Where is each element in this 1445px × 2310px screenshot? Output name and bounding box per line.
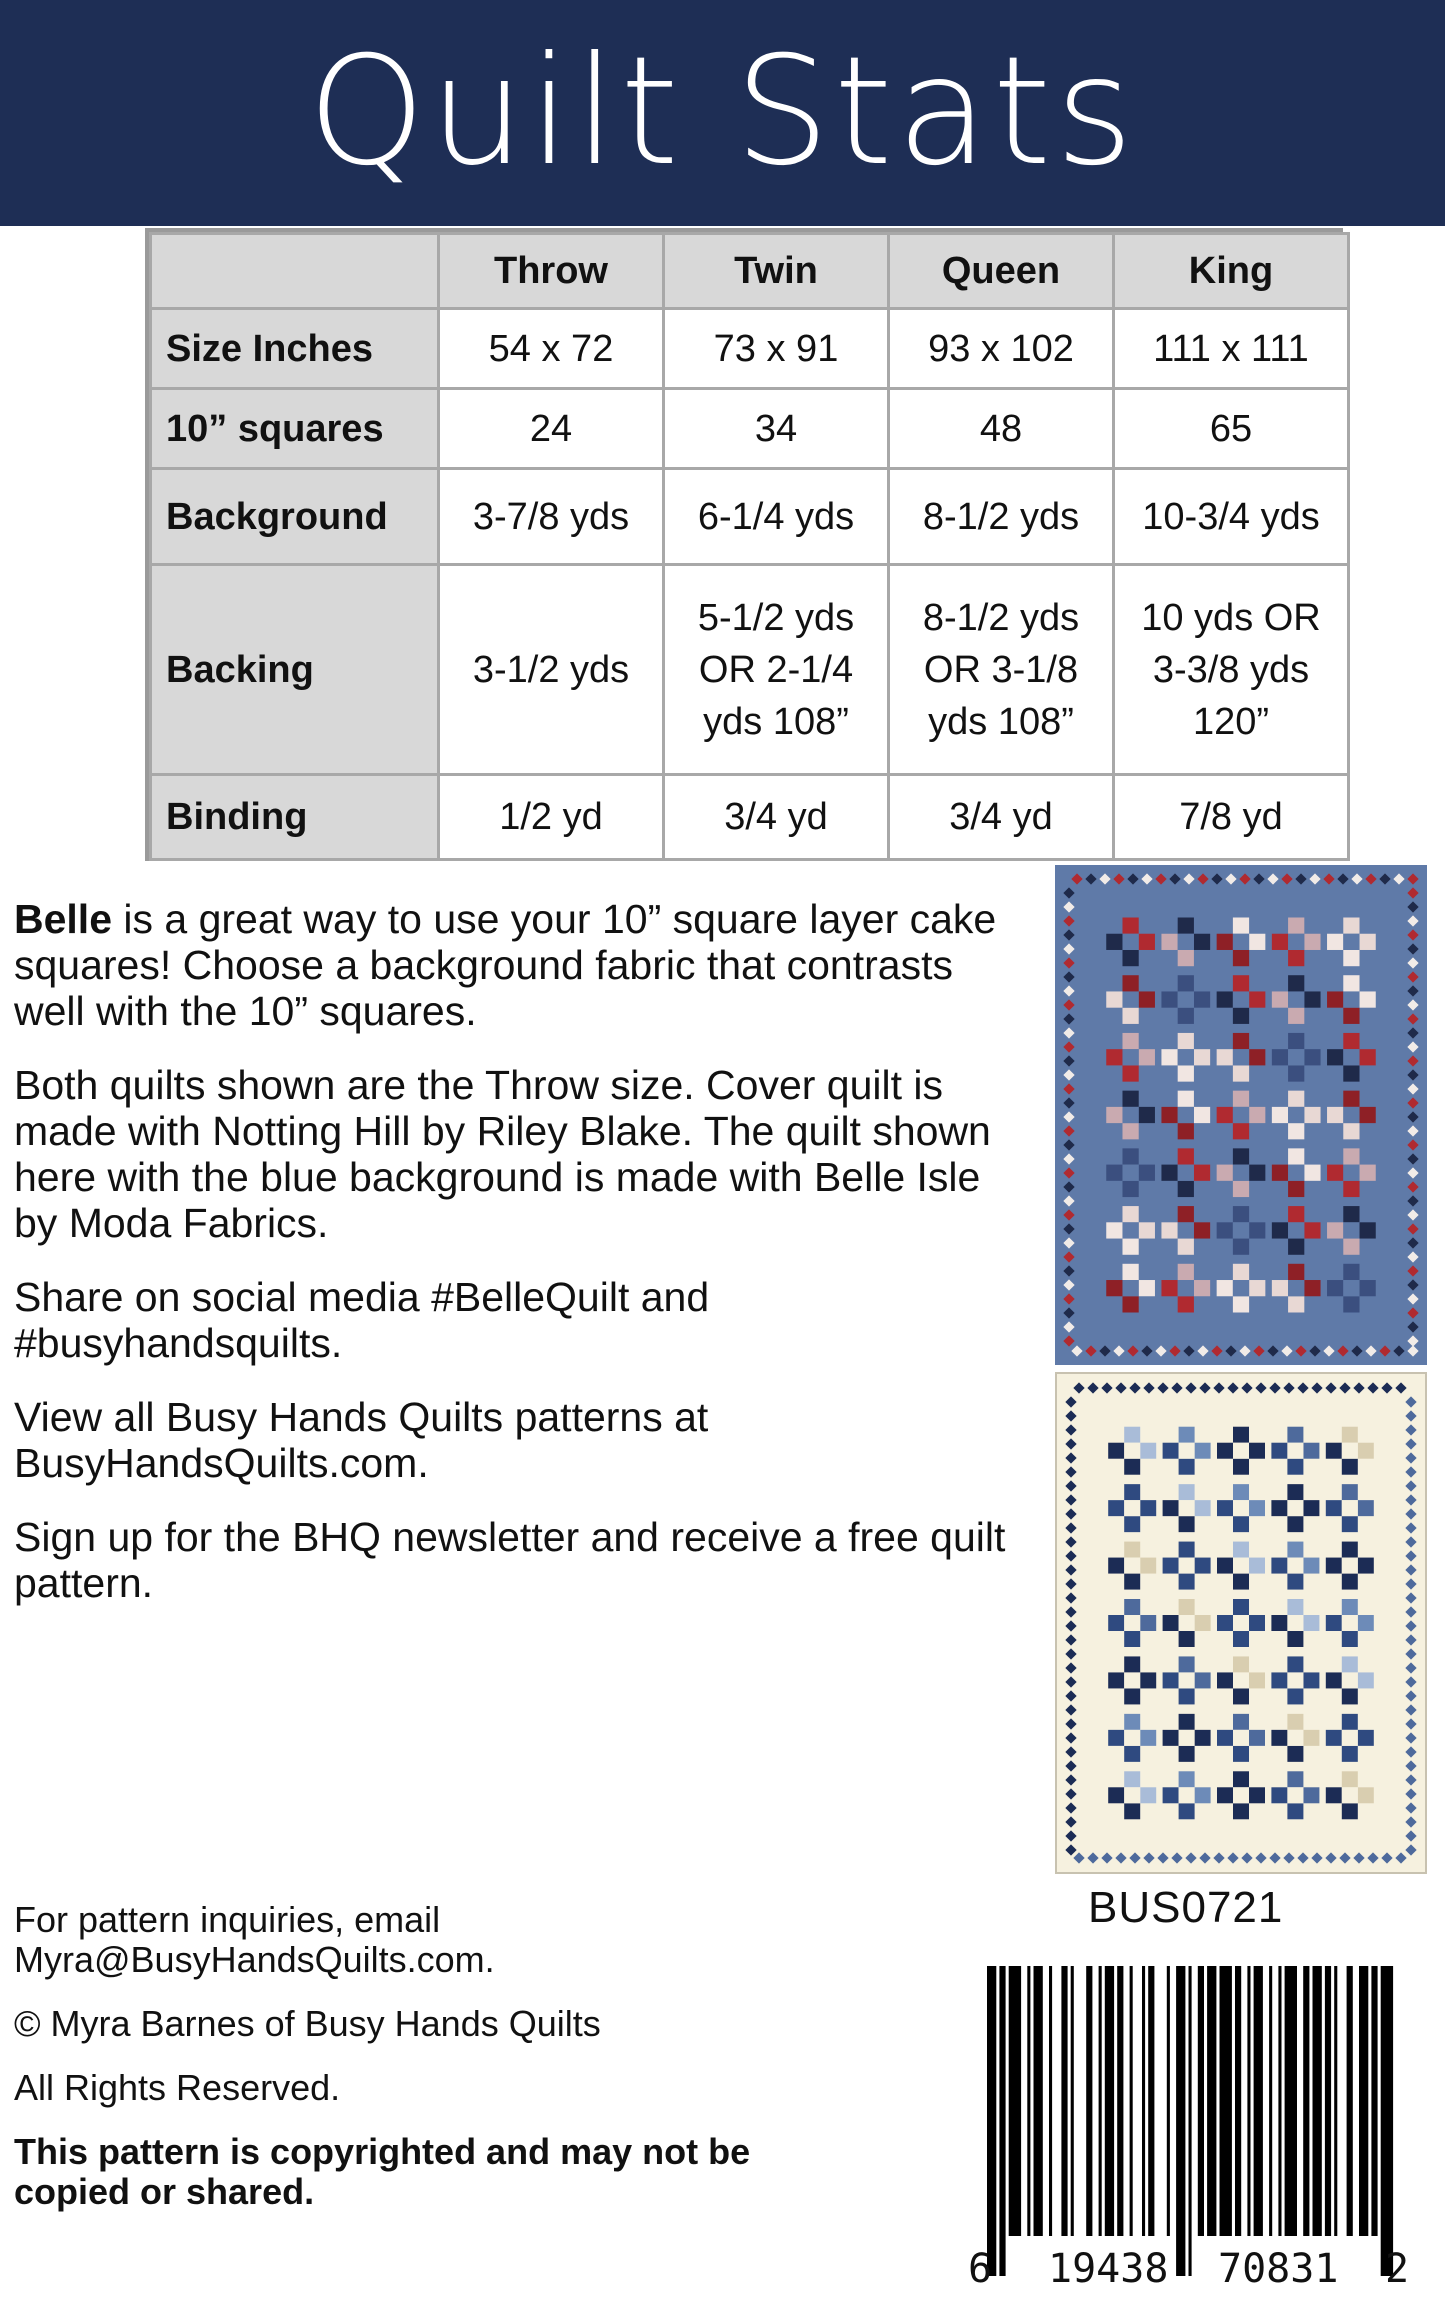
description-fabrics: Both quilts shown are the Throw size. Cover quilt is made with Notting Hill by Riley Blake. The quilt shown here with the blue background is made with Belle Isle by Moda Fabrics. [14, 1062, 991, 1246]
footer-info [14, 1900, 774, 2236]
barcode-bars [985, 1966, 1395, 2286]
barcode [985, 1966, 1395, 2286]
copyright-notice: This pattern is copyrighted and may not be copied or shared. [14, 2131, 751, 2212]
row-label-size: Size Inches [151, 309, 439, 389]
table-cell: 3-1/2 yds [439, 565, 664, 775]
table-cell: 7/8 yd [1114, 775, 1349, 860]
barcode-digits-group1: 19438 [1048, 2246, 1169, 2292]
table-cell: 3-7/8 yds [439, 469, 664, 565]
description-social: Share on social media #BelleQuilt and #busyhandsquilts. [14, 1274, 710, 1366]
pattern-description [14, 896, 1034, 1634]
table-cell: 93 x 102 [889, 309, 1114, 389]
table-cell: 5-1/2 yds OR 2-1/4 yds 108” [664, 565, 889, 775]
quilt-photo-cream [1055, 1372, 1427, 1874]
table-cell: 24 [439, 389, 664, 469]
description-intro-text: is a great way to use your 10” square layer cake squares! Choose a background fabric that contrasts well with the 10” squares. [14, 896, 997, 1034]
barcode-digits-group2: 70831 [1218, 2246, 1339, 2292]
column-header-twin: Twin [664, 234, 889, 309]
quilt-cream-image [1057, 1374, 1425, 1872]
description-website: View all Busy Hands Quilts patterns at BusyHandsQuilts.com. [14, 1394, 709, 1486]
table-cell: 65 [1114, 389, 1349, 469]
table-cell: 54 x 72 [439, 309, 664, 389]
rights-text: All Rights Reserved. [14, 2067, 341, 2108]
description-newsletter: Sign up for the BHQ newsletter and receive a free quilt pattern. [14, 1514, 1006, 1606]
table-cell: 34 [664, 389, 889, 469]
column-header-queen: Queen [889, 234, 1114, 309]
table-cell: 48 [889, 389, 1114, 469]
table-corner-cell [151, 234, 439, 309]
barcode-digit-right: 2 [1385, 2246, 1410, 2292]
table-row [151, 565, 1349, 775]
copyright-text: © Myra Barnes of Busy Hands Quilts [14, 2003, 601, 2044]
product-sku: BUS0721 [1088, 1883, 1284, 1932]
table-cell: 3/4 yd [664, 775, 889, 860]
table-cell: 1/2 yd [439, 775, 664, 860]
row-label-squares: 10” squares [151, 389, 439, 469]
table-cell: 8-1/2 yds OR 3-1/8 yds 108” [889, 565, 1114, 775]
column-header-throw: Throw [439, 234, 664, 309]
pattern-name: Belle [14, 896, 112, 942]
row-label-background: Background [151, 469, 439, 565]
table-row [151, 469, 1349, 565]
column-header-king: King [1114, 234, 1349, 309]
table-cell: 111 x 111 [1114, 309, 1349, 389]
table-cell: 73 x 91 [664, 309, 889, 389]
table-row [151, 309, 1349, 389]
row-label-backing: Backing [151, 565, 439, 775]
table-cell: 10 yds OR 3-3/8 yds 120” [1114, 565, 1349, 775]
inquiries-text: For pattern inquiries, email Myra@BusyHandsQuilts.com. [14, 1899, 495, 1980]
table-cell: 3/4 yd [889, 775, 1114, 860]
table-cell: 6-1/4 yds [664, 469, 889, 565]
barcode-digit-left: 6 [968, 2246, 993, 2292]
quilt-photo-blue [1055, 865, 1427, 1365]
table-row [151, 389, 1349, 469]
table-row [151, 775, 1349, 860]
quilt-blue-image [1055, 865, 1427, 1365]
table-cell: 10-3/4 yds [1114, 469, 1349, 565]
description-intro [14, 896, 1034, 1034]
quilt-stats-table [145, 228, 1343, 861]
table-header-row [151, 234, 1349, 309]
row-label-binding: Binding [151, 775, 439, 860]
table-cell: 8-1/2 yds [889, 469, 1114, 565]
page-title: Quilt Stats [307, 25, 1138, 199]
